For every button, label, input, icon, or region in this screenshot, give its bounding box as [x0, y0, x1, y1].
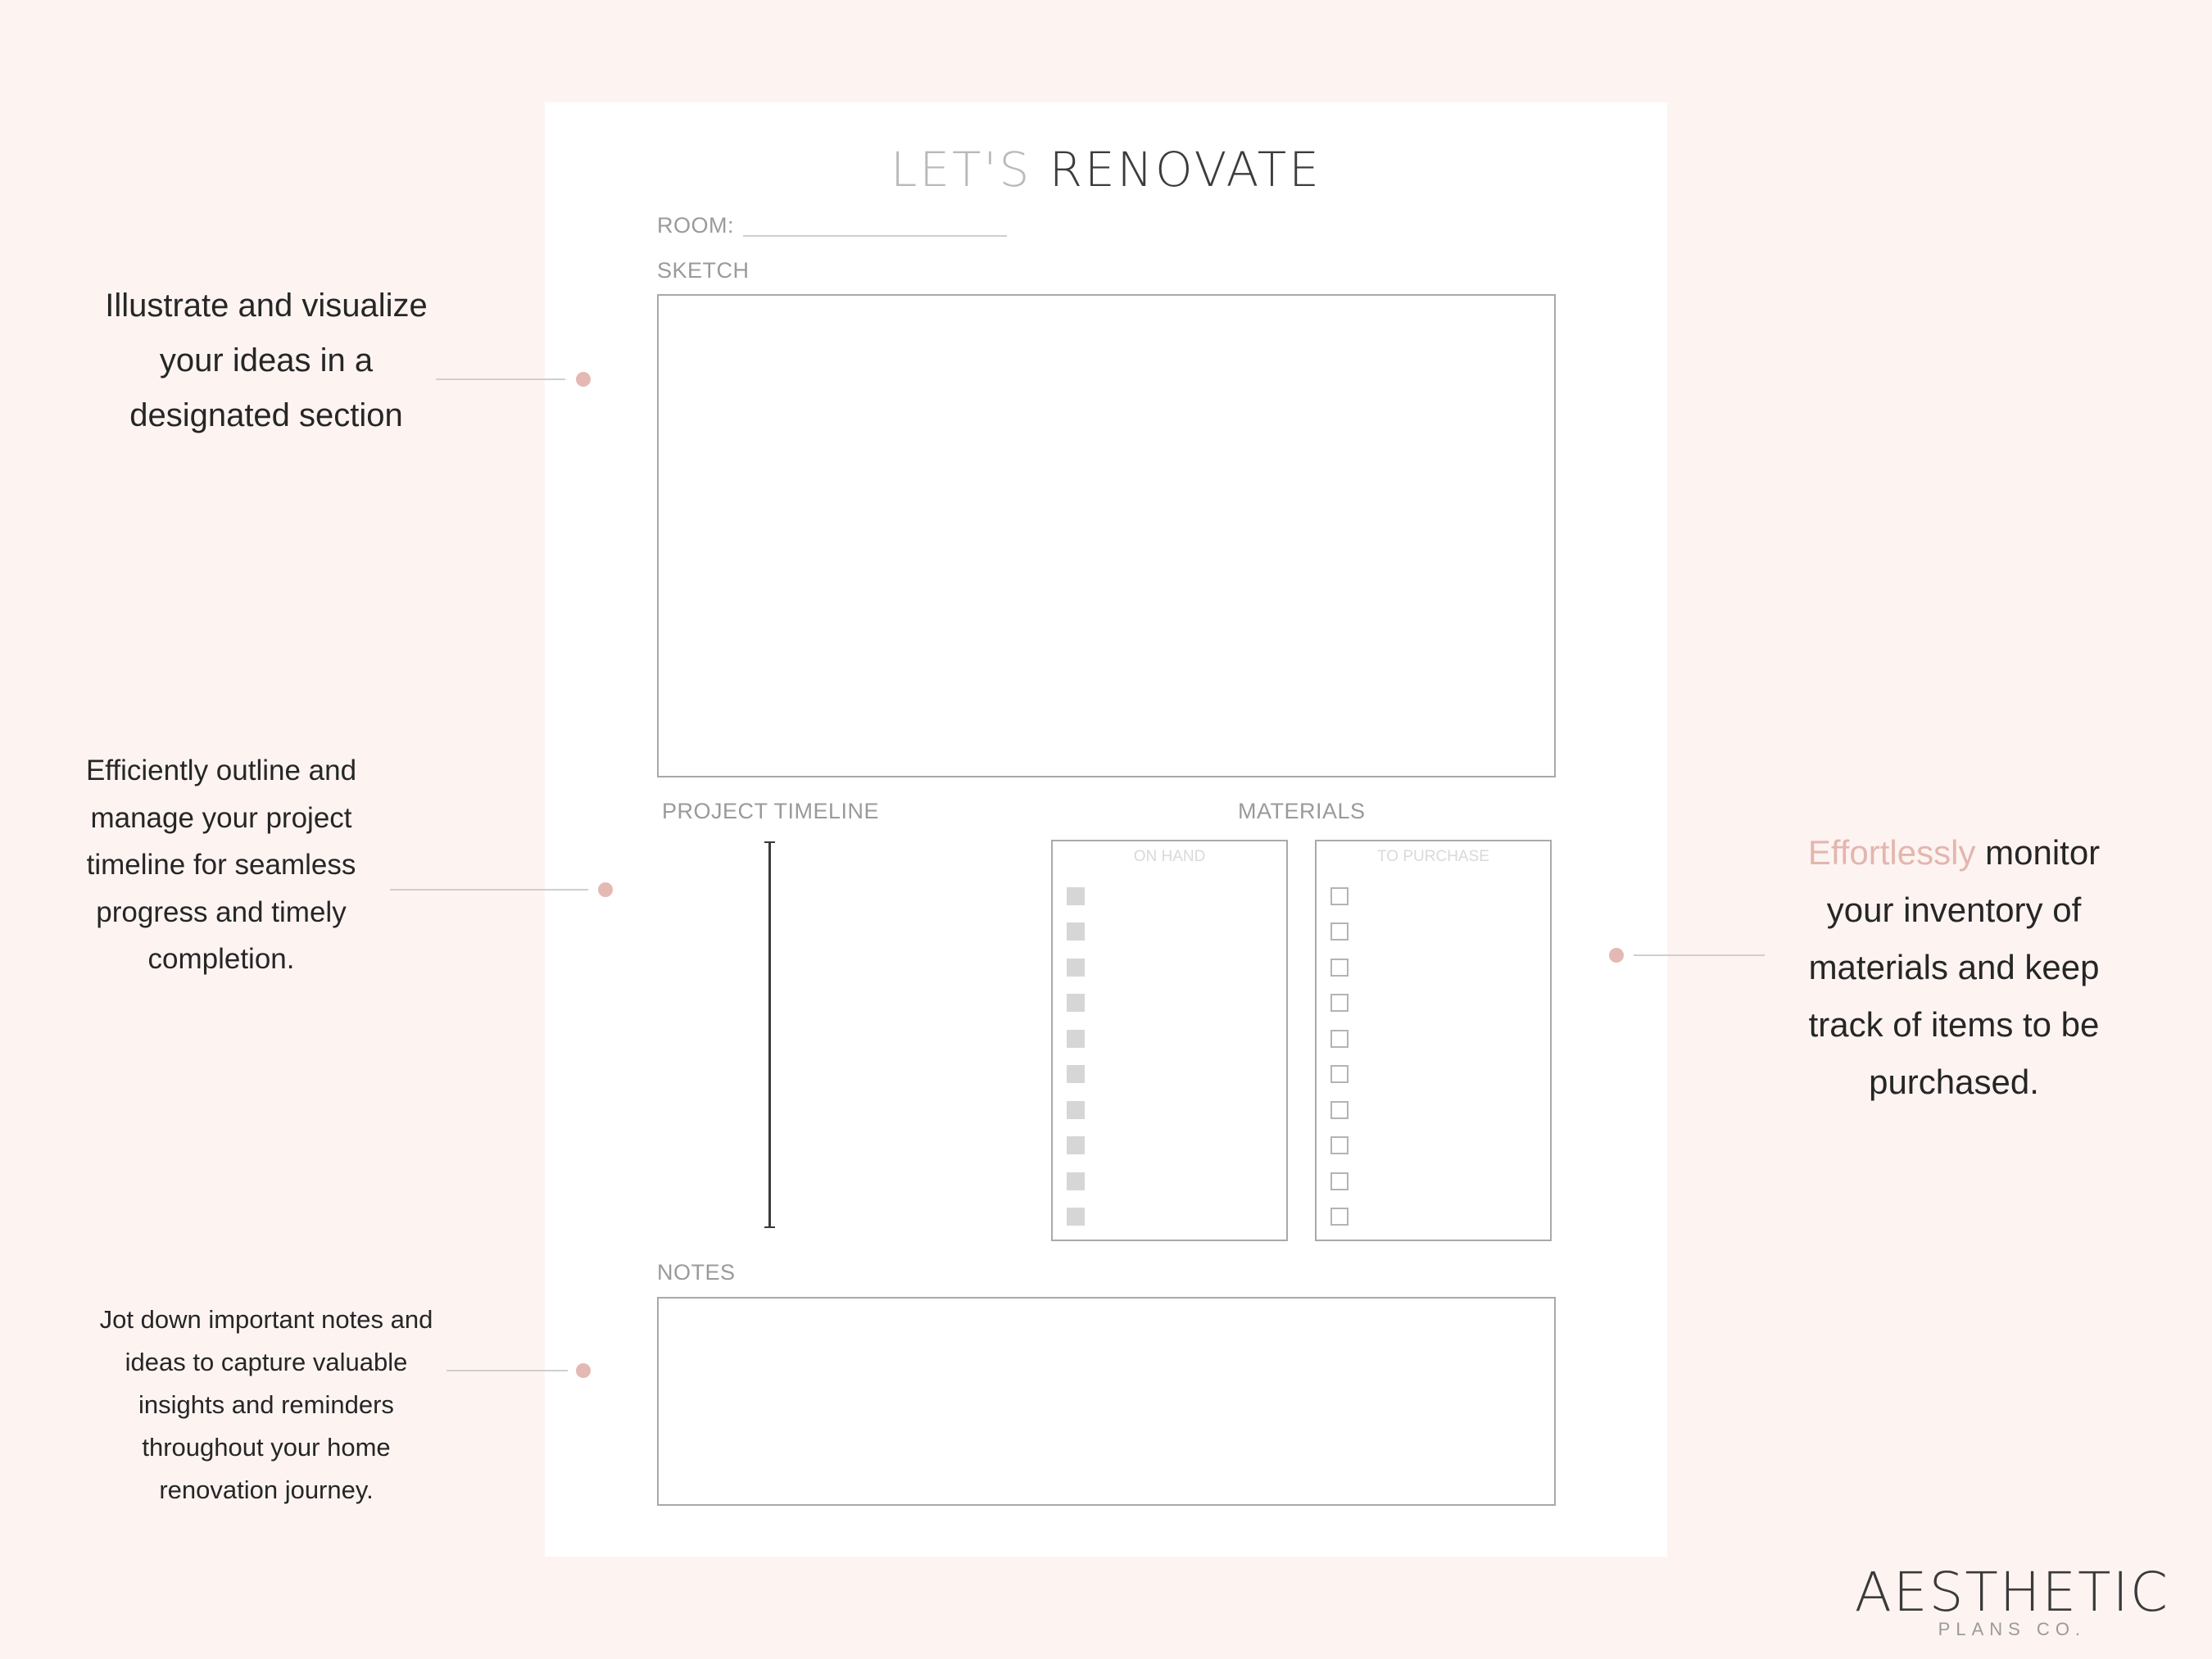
callout-notes-line	[446, 1370, 568, 1371]
on-hand-checkbox[interactable]	[1067, 1172, 1085, 1190]
room-field-line[interactable]	[743, 235, 1007, 237]
callout-sketch-line	[436, 378, 565, 380]
to-purchase-box	[1315, 840, 1552, 1241]
callout-materials-dot	[1609, 948, 1624, 963]
to-purchase-checkbox[interactable]	[1330, 922, 1349, 941]
notes-label: NOTES	[657, 1260, 736, 1285]
callout-materials	[1778, 824, 2130, 1111]
notes-area[interactable]	[657, 1297, 1556, 1506]
callout-materials-line	[1634, 954, 1765, 956]
brand-name: AESTHETIC	[1854, 1561, 2169, 1624]
callout-timeline: Efficiently outline and manage your project timeline for seamless progress and timely completion.	[85, 755, 357, 975]
timeline-cap-top	[764, 841, 775, 843]
to-purchase-checkbox[interactable]	[1330, 887, 1349, 905]
brand-logo	[1855, 1561, 2169, 1640]
room-label: ROOM:	[657, 213, 734, 238]
to-purchase-checkbox[interactable]	[1330, 1208, 1349, 1226]
on-hand-checkbox[interactable]	[1067, 922, 1085, 941]
on-hand-checkbox[interactable]	[1067, 1101, 1085, 1119]
to-purchase-checkbox[interactable]	[1330, 1136, 1349, 1154]
on-hand-box	[1051, 840, 1288, 1241]
timeline-cap-bottom	[764, 1226, 775, 1228]
sketch-label: SKETCH	[657, 258, 750, 283]
on-hand-checkbox[interactable]	[1067, 994, 1085, 1012]
on-hand-checkbox[interactable]	[1067, 887, 1085, 905]
callout-timeline-dot	[598, 882, 613, 897]
callout-sketch: Illustrate and visualize your ideas in a designated section	[105, 288, 428, 433]
sketch-area[interactable]	[657, 294, 1556, 777]
callout-materials-text: monitor your inventory of materials and keep track of items to be purchased.	[1808, 833, 2101, 1101]
on-hand-checkbox[interactable]	[1067, 959, 1085, 977]
to-purchase-checkbox[interactable]	[1330, 1065, 1349, 1083]
on-hand-checkbox[interactable]	[1067, 1208, 1085, 1226]
title-dark: RENOVATE	[1049, 142, 1321, 197]
on-hand-label: ON HAND	[1133, 848, 1206, 865]
to-purchase-checkbox[interactable]	[1330, 994, 1349, 1012]
title-light: LET'S	[891, 142, 1032, 197]
callout-notes: Jot down important notes and ideas to capture valuable insights and reminders throughout your home renovation journey.	[99, 1305, 433, 1504]
on-hand-checkbox[interactable]	[1067, 1136, 1085, 1154]
materials-label: MATERIALS	[1238, 799, 1366, 823]
on-hand-checkbox[interactable]	[1067, 1065, 1085, 1083]
page-title	[545, 142, 1667, 197]
planner-page	[545, 102, 1667, 1557]
callout-notes-dot	[576, 1363, 591, 1378]
on-hand-checkbox[interactable]	[1067, 1030, 1085, 1048]
callout-sketch-dot	[576, 372, 591, 387]
project-timeline-label: PROJECT TIMELINE	[662, 799, 880, 823]
brand-tagline: PLANS CO.	[1938, 1619, 2087, 1639]
callout-materials-accent: Effortlessly	[1807, 833, 1976, 872]
callout-timeline-line	[390, 889, 588, 891]
to-purchase-checkbox[interactable]	[1330, 1172, 1349, 1190]
to-purchase-label: TO PURCHASE	[1377, 848, 1489, 865]
to-purchase-checkbox[interactable]	[1330, 1030, 1349, 1048]
timeline-line	[768, 842, 771, 1227]
to-purchase-checkbox[interactable]	[1330, 959, 1349, 977]
to-purchase-checkbox[interactable]	[1330, 1101, 1349, 1119]
